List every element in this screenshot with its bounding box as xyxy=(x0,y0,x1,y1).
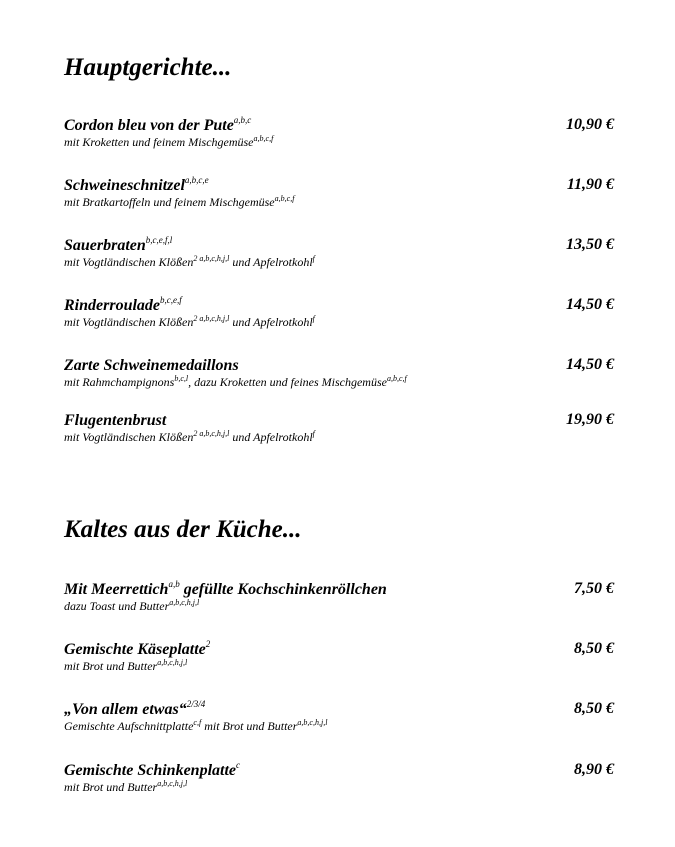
allergen-code: a,b xyxy=(168,579,180,589)
text-run: Gemischte Aufschnittplatte xyxy=(64,719,194,733)
text-run: mit Bratkartoffeln und feinem Mischgemüse xyxy=(64,195,275,209)
allergen-code: a,b,c xyxy=(233,115,252,125)
allergen-code: 2 a,b,c,h,j,l xyxy=(193,254,230,263)
text-run: mit Vogtländischen Klößen xyxy=(64,255,194,269)
item-description xyxy=(64,375,614,390)
item-name xyxy=(64,700,614,719)
item-price: 7,50 € xyxy=(574,580,614,597)
item-name xyxy=(64,236,614,255)
item-description xyxy=(64,599,614,614)
item-name xyxy=(64,116,614,135)
section-title-kaltes: Kaltes aus der Küche... xyxy=(64,516,302,543)
text-run: Mit Meerrettich xyxy=(64,581,169,598)
allergen-code: f xyxy=(312,254,315,263)
item-name xyxy=(64,761,614,780)
menu-item xyxy=(64,411,614,445)
item-description xyxy=(64,255,614,270)
text-run: mit Vogtländischen Klößen xyxy=(64,315,194,329)
item-description xyxy=(64,780,614,795)
menu-item xyxy=(64,236,614,270)
text-run: Sauerbraten xyxy=(64,237,146,254)
allergen-code: f xyxy=(312,314,315,323)
text-run: Gemischte Käseplatte xyxy=(64,641,206,658)
text-run: Rinderroulade xyxy=(64,297,161,314)
text-run: und Apfelrotkohl xyxy=(229,430,313,444)
allergen-code: 2 xyxy=(205,639,211,649)
item-name xyxy=(64,640,614,659)
text-run: dazu Toast und Butter xyxy=(64,599,170,613)
menu-item xyxy=(64,296,614,330)
item-price: 10,90 € xyxy=(566,116,614,133)
item-price: 8,90 € xyxy=(574,761,614,778)
menu-item xyxy=(64,176,614,210)
allergen-code: b,c,e,f xyxy=(160,295,182,305)
item-description xyxy=(64,659,614,674)
allergen-code: c,f xyxy=(193,718,202,727)
allergen-code: a,b,c,h,j,l xyxy=(157,658,188,667)
menu-item xyxy=(64,356,614,390)
menu-item xyxy=(64,640,614,674)
allergen-code: a,b,c,f xyxy=(253,134,274,143)
allergen-code: b,c,l xyxy=(174,374,189,383)
item-description xyxy=(64,135,614,150)
item-description xyxy=(64,430,614,445)
item-description xyxy=(64,195,614,210)
menu-item xyxy=(64,116,614,150)
item-name xyxy=(64,411,614,430)
text-run: Schweineschnitzel xyxy=(64,177,185,194)
item-price: 8,50 € xyxy=(574,700,614,717)
text-run: und Apfelrotkohl xyxy=(229,315,313,329)
text-run: , dazu Kroketten und feines Mischgemüse xyxy=(188,375,387,389)
item-price: 14,50 € xyxy=(566,356,614,373)
allergen-code: a,b,c,h,j,l xyxy=(297,718,328,727)
allergen-code: c xyxy=(236,760,240,770)
allergen-code: a,b,c,h,j,l xyxy=(169,598,200,607)
text-run: „Von allem etwas“ xyxy=(64,701,187,718)
text-run: mit Brot und Butter xyxy=(64,659,158,673)
allergen-code: a,b,c,e xyxy=(184,175,209,185)
allergen-code: a,b,c,f xyxy=(386,374,407,383)
menu-item xyxy=(64,761,614,795)
text-run: gefüllte Kochschinkenröllchen xyxy=(179,581,387,598)
text-run: mit Brot und Butter xyxy=(64,780,158,794)
allergen-code: a,b,c,h,j,l xyxy=(157,779,188,788)
text-run: mit Kroketten und feinem Mischgemüse xyxy=(64,135,254,149)
item-name xyxy=(64,296,614,315)
item-name xyxy=(64,356,614,375)
item-price: 14,50 € xyxy=(566,296,614,313)
allergen-code: f xyxy=(312,429,315,438)
text-run: Zarte Schweinemedaillons xyxy=(64,357,239,374)
item-description xyxy=(64,719,614,734)
text-run: Flugentenbrust xyxy=(64,412,167,429)
text-run: mit Rahmchampignons xyxy=(64,375,175,389)
text-run: mit Brot und Butter xyxy=(201,719,298,733)
item-price: 13,50 € xyxy=(566,236,614,253)
menu-item xyxy=(64,580,614,614)
text-run: und Apfelrotkohl xyxy=(229,255,313,269)
allergen-code: 2 a,b,c,h,j,l xyxy=(193,429,230,438)
item-price: 11,90 € xyxy=(566,176,614,193)
text-run: Gemischte Schinkenplatte xyxy=(64,762,236,779)
allergen-code: 2/3/4 xyxy=(186,699,206,709)
item-name xyxy=(64,176,614,195)
section-title-hauptgerichte: Hauptgerichte... xyxy=(64,54,232,81)
allergen-code: a,b,c,f xyxy=(274,194,295,203)
item-price: 8,50 € xyxy=(574,640,614,657)
menu-item xyxy=(64,700,614,734)
allergen-code: 2 a,b,c,h,j,l xyxy=(193,314,230,323)
allergen-code: b,c,e,f,l xyxy=(145,235,173,245)
item-name xyxy=(64,580,614,599)
text-run: mit Vogtländischen Klößen xyxy=(64,430,194,444)
text-run: Cordon bleu von der Pute xyxy=(64,117,234,134)
item-price: 19,90 € xyxy=(566,411,614,428)
item-description xyxy=(64,315,614,330)
